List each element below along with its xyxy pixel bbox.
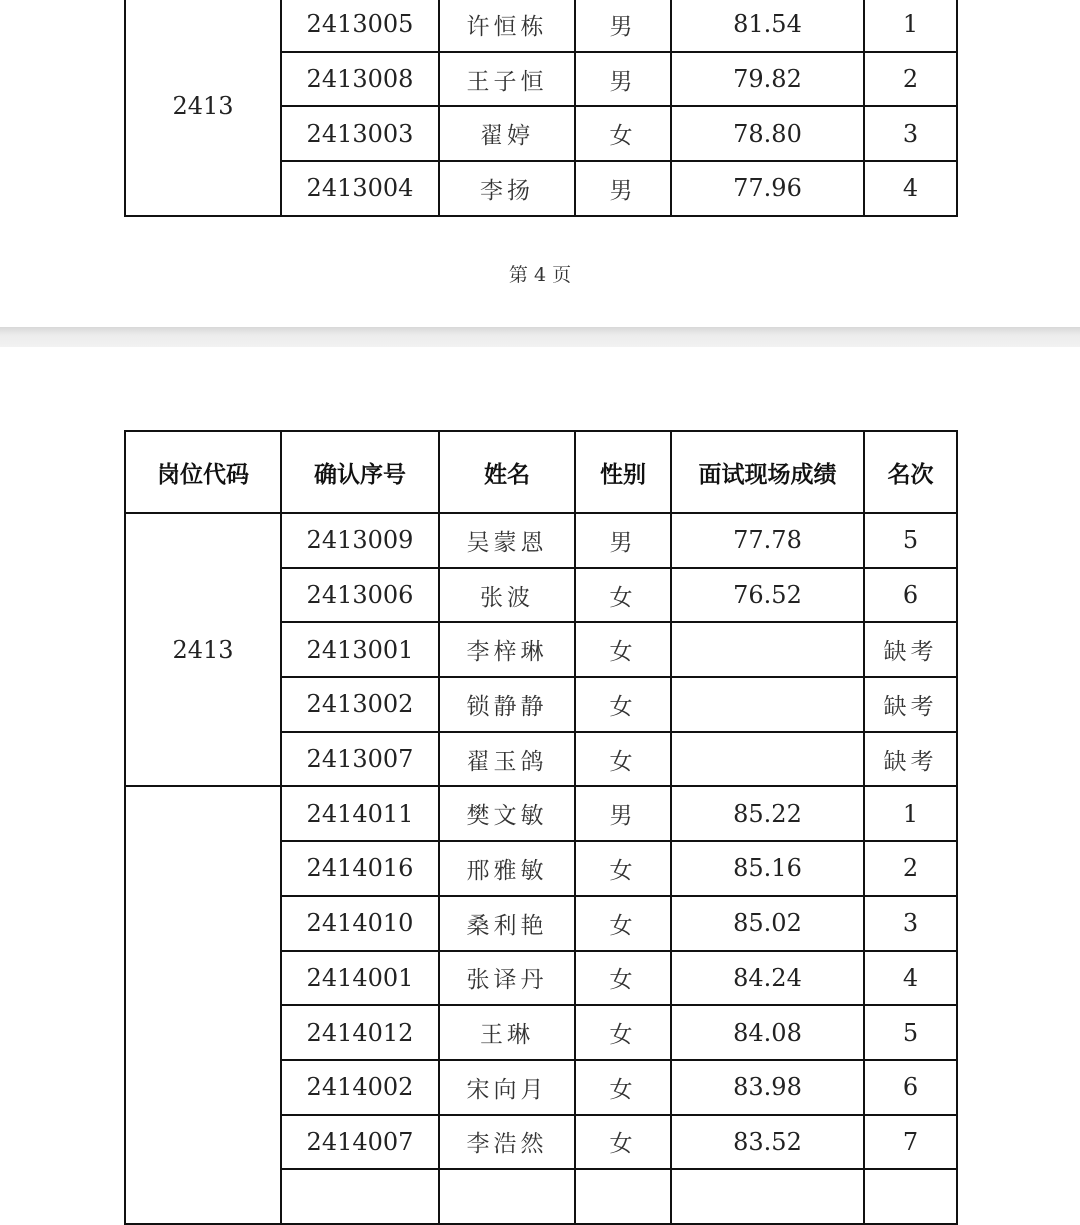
confirm-id-cell: 2413006 (281, 568, 439, 623)
gender-cell: 女 (575, 1115, 671, 1170)
rank-cell: 3 (864, 106, 957, 161)
score-cell (671, 732, 864, 787)
table-row (125, 786, 957, 841)
gender-cell: 女 (575, 677, 671, 732)
score-cell: 85.16 (671, 841, 864, 896)
rank-cell: 1 (864, 0, 957, 52)
score-cell (671, 622, 864, 677)
table-header-row (125, 431, 957, 513)
rank-cell: 5 (864, 513, 957, 568)
gender-cell: 女 (575, 106, 671, 161)
confirm-id-cell: 2413003 (281, 106, 439, 161)
gender-cell: 男 (575, 0, 671, 52)
page-separator (0, 327, 1080, 347)
gender-cell: 男 (575, 52, 671, 107)
name-cell: 吴蒙恩 (439, 513, 575, 568)
gender-cell: 女 (575, 896, 671, 951)
rank-cell: 6 (864, 568, 957, 623)
score-cell (671, 1169, 864, 1224)
gender-cell: 女 (575, 622, 671, 677)
column-header: 名次 (864, 431, 957, 513)
name-cell: 锁静静 (439, 677, 575, 732)
name-cell: 王琳 (439, 1005, 575, 1060)
results-table-page-4 (124, 0, 958, 217)
gender-cell: 女 (575, 841, 671, 896)
rank-cell: 缺考 (864, 677, 957, 732)
confirm-id-cell: 2414016 (281, 841, 439, 896)
confirm-id-cell: 2414001 (281, 951, 439, 1006)
confirm-id-cell: 2414010 (281, 896, 439, 951)
score-cell: 83.98 (671, 1060, 864, 1115)
position-code-cell: 2413 (125, 0, 281, 216)
table-row (125, 513, 957, 568)
name-cell: 邢雅敏 (439, 841, 575, 896)
gender-cell: 女 (575, 951, 671, 1006)
score-cell: 83.52 (671, 1115, 864, 1170)
name-cell: 桑利艳 (439, 896, 575, 951)
confirm-id-cell: 2413004 (281, 161, 439, 216)
name-cell: 李梓琳 (439, 622, 575, 677)
position-code-cell: 2413 (125, 513, 281, 786)
name-cell: 李扬 (439, 161, 575, 216)
score-cell: 78.80 (671, 106, 864, 161)
rank-cell (864, 1169, 957, 1224)
results-table-page-5 (124, 430, 958, 1225)
confirm-id-cell: 2413001 (281, 622, 439, 677)
gender-cell: 男 (575, 513, 671, 568)
rank-cell: 2 (864, 841, 957, 896)
name-cell: 翟婷 (439, 106, 575, 161)
score-cell: 77.78 (671, 513, 864, 568)
name-cell: 宋向月 (439, 1060, 575, 1115)
gender-cell: 男 (575, 161, 671, 216)
gender-cell: 女 (575, 1060, 671, 1115)
score-cell: 79.82 (671, 52, 864, 107)
rank-cell: 7 (864, 1115, 957, 1170)
column-header: 岗位代码 (125, 431, 281, 513)
score-cell: 77.96 (671, 161, 864, 216)
score-cell: 85.02 (671, 896, 864, 951)
column-header: 确认序号 (281, 431, 439, 513)
confirm-id-cell: 2413009 (281, 513, 439, 568)
rank-cell: 6 (864, 1060, 957, 1115)
gender-cell: 女 (575, 1005, 671, 1060)
table-row (125, 0, 957, 52)
score-cell: 81.54 (671, 0, 864, 52)
name-cell: 翟玉鸽 (439, 732, 575, 787)
rank-cell: 3 (864, 896, 957, 951)
position-code-cell (125, 786, 281, 1224)
name-cell: 张波 (439, 568, 575, 623)
column-header: 姓名 (439, 431, 575, 513)
score-cell: 84.24 (671, 951, 864, 1006)
name-cell: 王子恒 (439, 52, 575, 107)
score-cell: 85.22 (671, 786, 864, 841)
pdf-page-4 (0, 0, 1080, 327)
rank-cell: 4 (864, 161, 957, 216)
rank-cell: 2 (864, 52, 957, 107)
column-header: 面试现场成绩 (671, 431, 864, 513)
rank-cell: 缺考 (864, 622, 957, 677)
confirm-id-cell: 2414002 (281, 1060, 439, 1115)
rank-cell: 缺考 (864, 732, 957, 787)
score-cell: 76.52 (671, 568, 864, 623)
confirm-id-cell: 2414012 (281, 1005, 439, 1060)
score-cell (671, 677, 864, 732)
confirm-id-cell: 2414007 (281, 1115, 439, 1170)
confirm-id-cell: 2413007 (281, 732, 439, 787)
name-cell: 樊文敏 (439, 786, 575, 841)
gender-cell: 女 (575, 568, 671, 623)
rank-cell: 4 (864, 951, 957, 1006)
confirm-id-cell (281, 1169, 439, 1224)
pdf-page-5 (0, 347, 1080, 1171)
gender-cell: 女 (575, 732, 671, 787)
name-cell: 许恒栋 (439, 0, 575, 52)
name-cell: 李浩然 (439, 1115, 575, 1170)
score-cell: 84.08 (671, 1005, 864, 1060)
rank-cell: 5 (864, 1005, 957, 1060)
name-cell: 张译丹 (439, 951, 575, 1006)
gender-cell: 男 (575, 786, 671, 841)
rank-cell: 1 (864, 786, 957, 841)
page-number: 第 4 页 (508, 264, 572, 286)
confirm-id-cell: 2413008 (281, 52, 439, 107)
confirm-id-cell: 2413002 (281, 677, 439, 732)
column-header: 性别 (575, 431, 671, 513)
name-cell (439, 1169, 575, 1224)
confirm-id-cell: 2413005 (281, 0, 439, 52)
confirm-id-cell: 2414011 (281, 786, 439, 841)
gender-cell (575, 1169, 671, 1224)
